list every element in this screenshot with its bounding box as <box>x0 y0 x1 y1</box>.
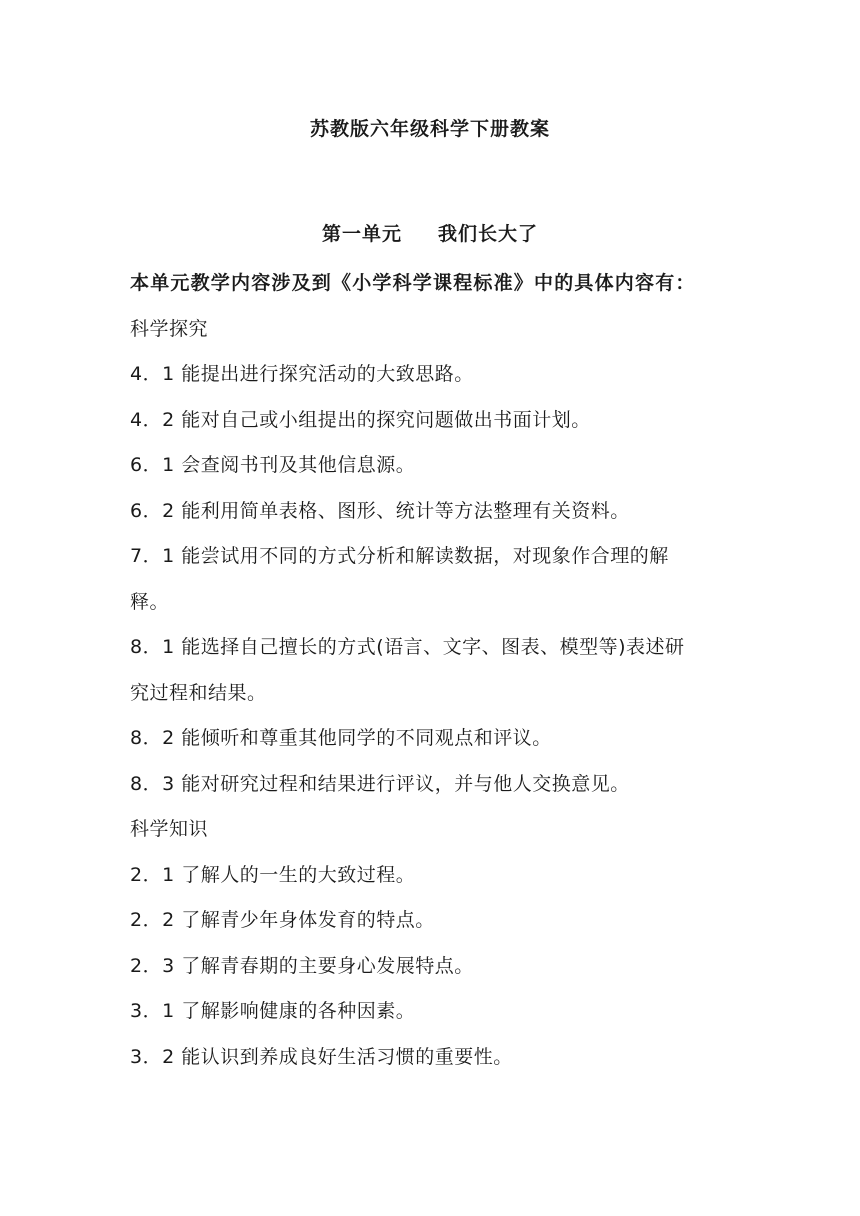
document-title: 苏教版六年级科学下册教案 <box>309 118 550 140</box>
intro-paragraph: 本单元教学内容涉及到《小学科学课程标准》中的具体内容有： <box>130 272 696 294</box>
knowledge-line: 2．2 了解青少年身体发育的特点。 <box>130 909 435 931</box>
unit-number: 第一单元 <box>321 223 402 245</box>
unit-heading <box>0 219 860 246</box>
inquiry-line: 4．1 能提出进行探究活动的大致思路。 <box>130 363 474 385</box>
section-heading-inquiry: 科学探究 <box>130 317 209 340</box>
inquiry-line: 4．2 能对自己或小组提出的探究问题做出书面计划。 <box>130 408 591 431</box>
inquiry-line: 8．1 能选择自己擅长的方式(语言、文字、图表、模型等)表述研 <box>130 636 685 658</box>
unit-name: 我们长大了 <box>438 223 539 245</box>
knowledge-line: 2．3 了解青春期的主要身心发展特点。 <box>130 954 474 977</box>
inquiry-line: 8．2 能倾听和尊重其他同学的不同观点和评议。 <box>130 727 552 749</box>
section-heading-knowledge: 科学知识 <box>130 818 209 840</box>
document-body <box>130 261 736 1080</box>
inquiry-line: 释。 <box>130 590 170 613</box>
knowledge-line: 2．1 了解人的一生的大致过程。 <box>130 863 416 886</box>
inquiry-line: 6．1 会查阅书刊及其他信息源。 <box>130 454 416 476</box>
inquiry-line: 究过程和结果。 <box>130 681 267 704</box>
knowledge-line: 3．2 能认识到养成良好生活习惯的重要性。 <box>130 1045 513 1068</box>
knowledge-line: 3．1 了解影响健康的各种因素。 <box>130 1000 416 1022</box>
inquiry-line: 6．2 能利用简单表格、图形、统计等方法整理有关资料。 <box>130 499 630 522</box>
inquiry-line: 7．1 能尝试用不同的方式分析和解读数据，对现象作合理的解 <box>130 545 669 567</box>
inquiry-line: 8．3 能对研究过程和结果进行评议，并与他人交换意见。 <box>130 772 630 795</box>
